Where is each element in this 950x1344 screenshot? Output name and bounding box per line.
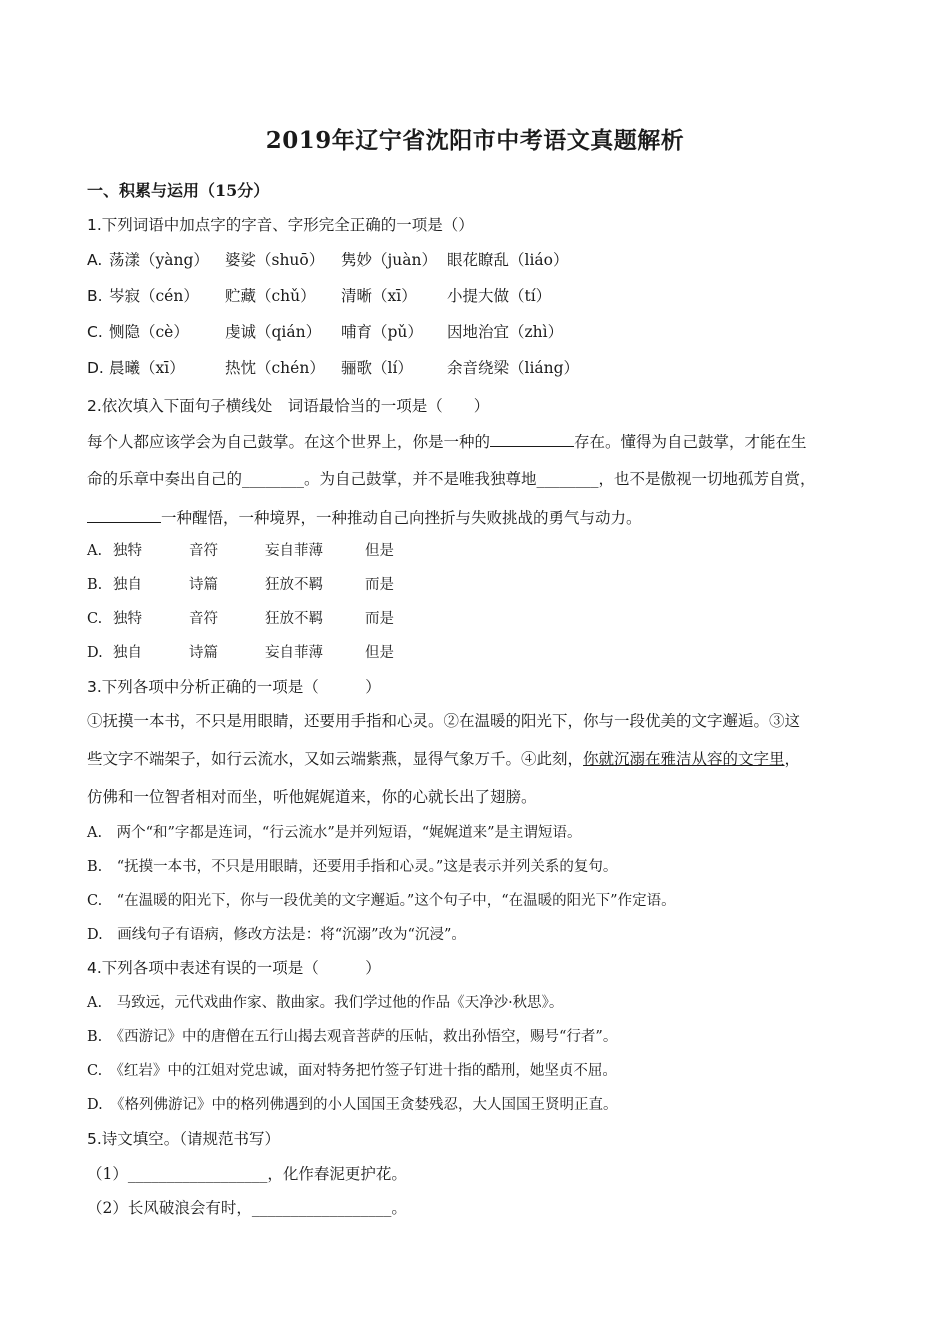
- passage-text: ①抚摸一本书，不只是用眼睛，还要用手指和心灵。②在温暖的阳光下，你与一段优美的文字邂逅。③这: [87, 712, 801, 730]
- passage-text: 存在。懂得为自己鼓掌，才能在生: [574, 433, 807, 451]
- q3-passage-line: [87, 710, 800, 732]
- option-cell: 音符: [189, 611, 218, 627]
- option-cell: 独特: [113, 611, 142, 627]
- option-word: 骊歌（lí）: [341, 359, 413, 377]
- option-word: 余音绕梁（liáng）: [447, 359, 580, 377]
- q5-fill-line: （1）__________________，化作春泥更护花。: [87, 1165, 407, 1183]
- q1-option-b: [87, 285, 551, 307]
- question-1-stem: [87, 214, 474, 236]
- option-word: 恻隐（cè）: [109, 323, 189, 341]
- option-cell: 妄自菲薄: [265, 645, 323, 661]
- option-word: 晨曦（xī）: [109, 359, 185, 377]
- option-label: C.: [87, 611, 103, 627]
- fill-blank: [490, 430, 574, 447]
- question-3-stem: [87, 676, 381, 698]
- passage-text: ，: [784, 750, 801, 768]
- question-text: 诗文填空。（请规范书写）: [101, 1130, 281, 1148]
- q3-option-b: B. “抚摸一本书，不只是用眼睛，还要用手指和心灵。”这是表示并列关系的复句。: [87, 859, 618, 875]
- option-word: 小提大做（tí）: [447, 287, 552, 305]
- option-cell: 而是: [365, 577, 394, 593]
- q4-option-a: A. 马致远，元代戏曲作家、散曲家。我们学过他的作品《天净沙·秋思》。: [87, 995, 564, 1011]
- passage-text: 些文字不端架子，如行云流水，又如云端紫燕，显得气象万千。④此刻，: [87, 750, 584, 768]
- q4-option-b: B. 《西游记》中的唐僧在五行山揭去观音菩萨的压帖，救出孙悟空，赐号“行者”。: [87, 1029, 618, 1045]
- question-text: 下列各项中分析正确的一项是（ ）: [101, 678, 381, 696]
- question-2-stem: [87, 395, 489, 417]
- q2-option-b: [87, 574, 394, 596]
- q4-option-c: C. 《红岩》中的江姐对党忠诚，面对特务把竹签子钉进十指的酷刑，她坚贞不屈。: [87, 1063, 617, 1079]
- question-text: 依次填入下面句子横线处 词语最恰当的一项是（ ）: [101, 397, 490, 415]
- question-text: 下列词语中加点字的字音、字形完全正确的一项是（）: [101, 216, 474, 234]
- option-label: D.: [87, 359, 104, 377]
- question-4-stem: [87, 957, 381, 979]
- question-number: 4.: [87, 959, 102, 977]
- q2-option-c: [87, 608, 394, 630]
- option-word: 哺育（pǔ）: [341, 323, 423, 341]
- passage-text: 仿佛和一位智者相对而坐，听他娓娓道来，你的心就长出了翅膀。: [87, 788, 537, 806]
- q3-passage-line: [87, 748, 800, 770]
- option-cell: 诗篇: [189, 645, 218, 661]
- option-label: B.: [87, 577, 103, 593]
- q4-option-d: D. 《格列佛游记》中的格列佛遇到的小人国国王贪婪残忍，大人国国王贤明正直。: [87, 1097, 618, 1113]
- q2-passage-line: [87, 468, 816, 490]
- question-text: 下列各项中表述有误的一项是（ ）: [101, 959, 381, 977]
- option-cell: 狂放不羁: [265, 611, 323, 627]
- option-word: 热忱（chén）: [225, 359, 325, 377]
- option-word: 贮藏（chǔ）: [225, 287, 316, 305]
- passage-text: 每个人都应该学会为自己鼓掌。在这个世界上，你是一种的: [87, 433, 491, 451]
- q1-option-d: [87, 357, 579, 379]
- q2-passage-line: [87, 430, 807, 453]
- option-word: 荡漾（yàng）: [109, 251, 209, 269]
- q2-passage-line: [87, 506, 642, 529]
- option-cell: 音符: [189, 543, 218, 559]
- q1-option-c: [87, 321, 563, 343]
- question-number: 5.: [87, 1130, 102, 1148]
- option-cell: 独自: [113, 577, 142, 593]
- q1-option-a: [87, 249, 569, 271]
- question-number: 2.: [87, 397, 102, 415]
- question-5-stem: [87, 1128, 280, 1150]
- passage-text: 一种醒悟，一种境界，一种推动自己向挫折与失败挑战的勇气与动力。: [161, 509, 642, 527]
- option-word: 因地治宜（zhì）: [447, 323, 564, 341]
- option-cell: 但是: [365, 543, 394, 559]
- option-word: 隽妙（juàn）: [341, 251, 438, 269]
- option-cell: 妄自菲薄: [265, 543, 323, 559]
- option-cell: 而是: [365, 611, 394, 627]
- q3-option-a: A. 两个“和”字都是连词，“行云流水”是并列短语，“娓娓道来”是主谓短语。: [87, 825, 582, 841]
- q2-option-a: [87, 540, 394, 562]
- q3-passage-line: [87, 786, 537, 808]
- q2-option-d: [87, 642, 394, 664]
- option-cell: 狂放不羁: [265, 577, 323, 593]
- question-number: 1.: [87, 216, 102, 234]
- option-word: 岑寂（cén）: [109, 287, 199, 305]
- option-cell: 但是: [365, 645, 394, 661]
- option-label: B.: [87, 287, 103, 305]
- option-word: 婆娑（shuō）: [225, 251, 325, 269]
- section-heading: 一、积累与运用（15分）: [87, 181, 270, 200]
- option-label: C.: [87, 323, 103, 341]
- page-title: 2019年辽宁省沈阳市中考语文真题解析: [265, 127, 685, 154]
- q3-option-d: D. 画线句子有语病，修改方法是：将“沉溺”改为“沉浸”。: [87, 927, 466, 943]
- option-label: D.: [87, 645, 103, 661]
- option-word: 眼花瞭乱（liáo）: [447, 251, 569, 269]
- option-label: A.: [87, 251, 103, 269]
- passage-text: 命的乐章中奏出自己的________。为自己鼓掌，并不是唯我独尊地________，也不是傲视一切地孤芳自赏，: [87, 470, 816, 488]
- question-number: 3.: [87, 678, 102, 696]
- option-cell: 独特: [113, 543, 142, 559]
- fill-blank: [87, 506, 161, 523]
- q5-fill-line: （2）长风破浪会有时，__________________。: [87, 1199, 407, 1217]
- option-word: 清晰（xī）: [341, 287, 417, 305]
- underlined-sentence: 你就沉溺在雅洁从容的文字里: [583, 750, 785, 768]
- option-label: A.: [87, 543, 103, 559]
- option-word: 虔诚（qián）: [225, 323, 322, 341]
- q3-option-c: C. “在温暖的阳光下，你与一段优美的文字邂逅。”这个句子中，“在温暖的阳光下”作定语。: [87, 893, 676, 909]
- option-cell: 独自: [113, 645, 142, 661]
- option-cell: 诗篇: [189, 577, 218, 593]
